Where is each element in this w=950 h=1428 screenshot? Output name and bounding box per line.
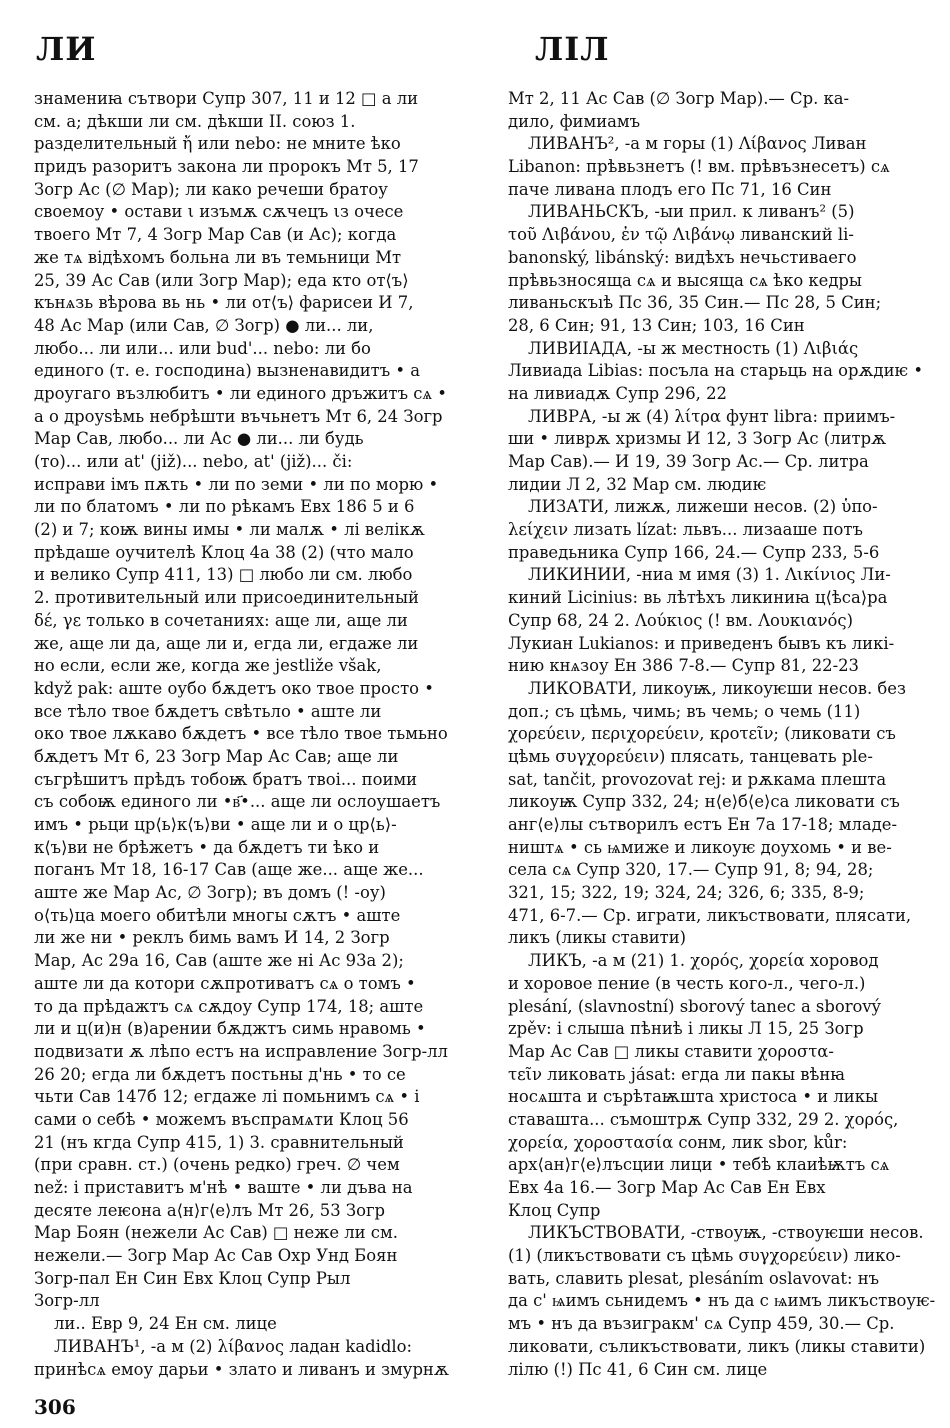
text-line: анг⟨е⟩лы сътворилъ естъ Ен 7а 17-18; младе-: [508, 815, 898, 834]
text-line: дило, фимиамъ: [508, 111, 641, 131]
text-line: ставашта... съмоштрѫ Супр 332, 29 2. χορός,: [508, 1109, 899, 1129]
text-line: чьти Сав 147б 12; егдаже лі помьнимъ сѧ • і: [34, 1087, 420, 1107]
text-line: исправи імъ пѫть • ли по земи • ли по морю •: [34, 474, 439, 494]
text-line: а о дроуѕѣмь небрѣшти въчьнетъ Мт 6, 24 Зогр: [34, 406, 443, 426]
text-line: придъ разоритъ закона ли пророкъ Мт 5, 17: [34, 157, 419, 177]
text-line: Мар, Ас 29а 16, Сав (аште же ні Ас 93а 2);: [34, 951, 404, 971]
text-line: Мт 2, 11 Ас Сав (∅ Зогр Мар).— Ср. ка-: [508, 89, 850, 108]
text-line: все тѣло твое бѫдетъ свѣтьло • аште ли: [34, 701, 382, 721]
text-line: аште же Мар Ас, ∅ Зогр); въ домъ (! -оу): [34, 883, 386, 903]
text-line: ЛИЗАТИ, лижѫ, лижеши несов. (2) ὑπο-: [528, 497, 878, 517]
right-column: [508, 88, 950, 1381]
text-line: Зогр Ас (∅ Мар); ли како речеши братоу: [34, 179, 388, 199]
text-line: Мар Сав, любо... ли Ас ● ли... ли будь: [34, 429, 364, 449]
text-line: ликовати, съликъствовати, ликъ (ликы ставити): [508, 1336, 926, 1356]
running-head-right: ЛІЛ: [535, 30, 610, 68]
text-line: Зогр-лл: [34, 1291, 100, 1311]
text-line: 25, 39 Ас Сав (или Зогр Мар); еда кто от⟨ъ⟩: [34, 270, 409, 290]
text-line: λείχειν лизать lízat: львъ... лизааше потъ: [508, 520, 863, 540]
text-line: прѣдаше оучителѣ Клоц 4а 38 (2) (что мало: [34, 542, 414, 562]
text-line: цѣмь συγχορεύειν) плясать, танцевать ple-: [508, 746, 873, 766]
text-line: τεῖν ликовать jásat: егда ли пакы вѣнꙗ: [508, 1064, 846, 1084]
text-line: съгрѣшитъ прѣдъ тобоѭ братъ твоі... поими: [34, 769, 418, 789]
text-line: подвизати ѫ лѣпо естъ на исправление Зогр-лл: [34, 1041, 448, 1061]
text-line: о⟨ть⟩ца моего обитѣли многы сѫтъ • аште: [34, 905, 401, 925]
running-head-left: ЛИ: [36, 30, 97, 68]
text-line: ли и ц(и)н (в)арении бѫджтъ симь нравомь •: [34, 1019, 426, 1039]
text-line: кънѧзь вѣрова вь нь • ли от⟨ъ⟩ фарисеи И 7,: [34, 293, 414, 313]
text-line: съ собоѭ единого ли •в҃•... аще ли ослоушаетъ: [34, 792, 441, 812]
text-line: ли по блатомъ • ли по рѣкамъ Евх 186 5 и 6: [34, 497, 415, 517]
text-line: banonský, libánský: видѣхъ нечьстиваего: [508, 247, 857, 267]
text-line: праведьника Супр 166, 24.— Супр 233, 5-6: [508, 542, 880, 562]
text-line: když pak: аште оубо бѫдетъ око твое просто •: [34, 678, 434, 698]
text-line: ЛИКЪ, -а м (21) 1. χορός, χορεία хоровод: [528, 951, 879, 971]
text-line: (то)... или at' (již)... nebo, at' (již)... či:: [34, 452, 353, 471]
text-line: sat, tančit, provozovat rej: и рѫкама плешта: [508, 769, 887, 789]
page-number: 306: [34, 1395, 76, 1419]
text-line: да с' ѩимъ сьнидемъ • нъ да с ѩимъ ликъствоуѥ-: [508, 1291, 936, 1311]
text-line: 48 Ас Мар (или Сав, ∅ Зогр) ● ли... ли,: [34, 315, 374, 335]
text-line: нию кнѧзоу Ен 386 7-8.— Супр 81, 22-23: [508, 656, 859, 676]
text-line: к⟨ъ⟩ви не брѣжетъ • да бѫдетъ ти ѣко и: [34, 837, 380, 857]
text-line: своемоу • остави ι изъмѫ сѫчецъ ιз очесе: [34, 202, 404, 222]
text-line: носѧшта и сърѣтаѭшта христоса • и ликы: [508, 1087, 878, 1107]
text-line: 28, 6 Син; 91, 13 Син; 103, 16 Син: [508, 315, 805, 335]
text-line: киний Licinius: вь лѣтѣхъ ликиниꙗ ц⟨ѣса⟩ра: [508, 588, 888, 608]
text-line: нежели.— Зогр Мар Ас Сав Охр Унд Боян: [34, 1246, 398, 1266]
text-line: лілю (!) Пс 41, 6 Син см. лице: [508, 1359, 768, 1379]
text-line: вать, славить plesat, plesáním oslavovat: нъ: [508, 1268, 880, 1288]
text-line: ЛИКИНИИ, -ниа м имя (3) 1. Λικίνιος Ли-: [528, 565, 891, 585]
text-line: ши • ливрѫ хризмы И 12, 3 Зогр Ас (литрѫ: [508, 429, 887, 449]
text-line: арх⟨ан⟩г⟨е⟩лъсции лици • тебѣ клаиѣѭтъ сѧ: [508, 1155, 890, 1175]
text-line: ЛИВАНЪ¹, -а м (2) λίβανος ладан kadidlo:: [54, 1336, 412, 1356]
text-line: ЛИКОВАТИ, ликоуѭ, ликоуѥши несов. без: [528, 678, 906, 698]
text-line: ликъ (ликы ставити): [508, 928, 687, 948]
left-column: [34, 88, 478, 1381]
text-line: ливаньскъıѣ Пс 36, 35 Син.— Пс 28, 5 Син;: [508, 293, 882, 313]
text-line: 2. противительный или присоединительный: [34, 588, 419, 608]
text-line: доп.; съ цѣмь, чимь; въ чемь; о чемь (11): [508, 701, 861, 721]
text-line: 21 (нъ кгда Супр 415, 1) 3. сравнительный: [34, 1132, 404, 1152]
text-line: см. а; дѣкши ли см. дѣкши II. союз 1.: [34, 111, 356, 131]
text-line: любо... ли или... или bud'... nebo: ли бо: [34, 338, 371, 358]
text-line: твоего Мт 7, 4 Зогр Мар Сав (и Ас); когда: [34, 225, 397, 245]
text-line: τοῦ Λιβάνου, ἐν τῷ Λιβάνῳ ливанский li-: [508, 225, 854, 245]
text-line: дроугаго възлюбитъ • ли единого дръжитъ сѧ •: [34, 383, 447, 403]
text-line: ликоуѭ Супр 332, 24; н⟨е⟩б⟨е⟩са ликовати съ: [508, 792, 900, 812]
text-line: plesání, (slavnostní) sborový tanec a sborový: [508, 996, 881, 1016]
text-line: Ливиада Libias: посъла на старьць на орѫдиѥ •: [508, 361, 924, 381]
text-line: δέ, γε только в сочетаниях: аще ли, аще ли: [34, 610, 408, 630]
text-line: zpěv: і слыша пѣниѣ і ликы Л 15, 25 Зогр: [508, 1019, 864, 1039]
text-line: десяте леѥона а⟨н⟩г⟨е⟩лъ Мт 26, 53 Зогр: [34, 1200, 386, 1220]
text-line: же, аще ли да, аще ли и, егда ли, егдаже ли: [34, 633, 419, 653]
text-line: паче ливана плодъ его Пс 71, 16 Син: [508, 179, 832, 199]
text-line: но если, если же, когда же jestliže však,: [34, 656, 382, 676]
text-line: же тѧ відѣхомъ больна ли въ темьници Мт: [34, 247, 402, 267]
text-line: ЛИВАНЪ², -а м горы (1) Λίβανος Ливан: [528, 134, 867, 154]
text-line: než: і приставитъ м'нѣ • ваште • ли дъва на: [34, 1178, 413, 1197]
text-line: χορεία, χοροστασία сонм, лик sbor, kůr:: [508, 1132, 848, 1152]
text-line: 26 20; егда ли бѫдетъ постьны д'нь • то се: [34, 1064, 406, 1084]
text-line: лидии Л 2, 32 Мар см. людиѥ: [508, 474, 767, 494]
text-line: Супр 68, 24 2. Λούκιος (! вм. Λουκιανός): [508, 610, 854, 630]
text-line: имъ • рьци цр⟨ь⟩к⟨ъ⟩ви • аще ли и о цр⟨ь⟩-: [34, 815, 397, 834]
text-line: прѣвьзносяща сѧ и высяща сѧ ѣко кедры: [508, 270, 862, 290]
text-line: ли же ни • реклъ бимь вамъ И 14, 2 Зогр: [34, 928, 390, 948]
text-line: и велико Супр 411, 13) □ любо ли см. любо: [34, 565, 413, 585]
text-line: око твое лѫкаво бѫдетъ • все тѣло твое тьмьно: [34, 724, 448, 744]
text-line: Евх 4а 16.— Зогр Мар Ас Сав Ен Евх: [508, 1178, 826, 1197]
text-line: ЛИВРА, -ы ж (4) λίτρα фунт libra: приимъ-: [528, 406, 896, 426]
text-line: Мар Ас Сав □ ликы ставити χοροστα-: [508, 1041, 834, 1061]
text-line: бѫдетъ Мт 6, 23 Зогр Мар Ас Сав; аще ли: [34, 746, 399, 766]
text-line: аште ли да котори сѫпротиватъ сѧ о томъ •: [34, 973, 416, 993]
text-line: Мар Боян (нежели Ас Сав) □ неже ли см.: [34, 1223, 398, 1243]
text-line: Libanon: прѣвьзнетъ (! вм. прѣвъзнесетъ) сѧ: [508, 157, 890, 177]
text-line: знамениꙗ сътвори Супр 307, 11 и 12 □ а ли: [34, 89, 419, 108]
text-line: единого (т. е. господина) вызненавидитъ • а: [34, 361, 420, 381]
text-line: χορεύειν, περιχορεύειν, κροτεῖν; (ликовати съ: [508, 724, 896, 744]
text-line: поганъ Мт 18, 16-17 Сав (аще же... аще же...: [34, 860, 424, 880]
text-line: (1) (ликъствовати съ цѣмь συγχορεύειν) лико-: [508, 1246, 901, 1266]
text-line: принѣсѧ емоу дарьи • злато и ливанъ и змурнѫ: [34, 1359, 449, 1379]
text-line: Зогр-пал Ен Син Евх Клоц Супр Рыл: [34, 1268, 351, 1288]
text-line: мъ • нъ да възигракм' сѧ Супр 459, 30.— Ср.: [508, 1314, 895, 1334]
text-line: 471, 6-7.— Ср. играти, ликъствовати, плясати,: [508, 905, 912, 925]
text-line: (2) и 7; коѭ вины имы • ли малѫ • лі велікѫ: [34, 520, 425, 540]
text-line: Лукиан Lukianos: и приведенъ бывъ къ ликі-: [508, 633, 895, 653]
text-line: сами о себѣ • можемъ въспрамѧти Клоц 56: [34, 1109, 409, 1129]
text-line: Клоц Супр: [508, 1200, 601, 1220]
text-line: ЛИВАНЬСКЪ, -ыи прил. к ливанъ² (5): [528, 202, 855, 222]
text-line: ништѧ • сь ѩмиже и ликоуѥ доухомь • и ве-: [508, 837, 892, 857]
text-line: разделительный ἤ или nebo: не мните ѣко: [34, 134, 401, 154]
text-line: и хоровое пение (в честь кого-л., чего-л.): [508, 973, 866, 993]
text-line: Мар Сав).— И 19, 39 Зогр Ас.— Ср. литра: [508, 452, 869, 471]
text-line: на ливиадѫ Супр 296, 22: [508, 383, 727, 403]
text-line: ЛИКЪСТВОВАТИ, -ствоуѭ, -ствоуѥши несов.: [528, 1223, 924, 1243]
text-line: то да прѣдажтъ сѧ сѫдоу Супр 174, 18; аште: [34, 996, 424, 1016]
text-line: ЛИВИІАДА, -ы ж местность (1) Λιβιάς: [528, 338, 859, 358]
text-line: села сѧ Супр 320, 17.— Супр 91, 8; 94, 28;: [508, 860, 874, 880]
text-line: 321, 15; 322, 19; 324, 24; 326, 6; 335, 8-9;: [508, 883, 865, 903]
text-line: ли.. Евр 9, 24 Ен см. лице: [54, 1314, 277, 1334]
text-line: (при сравн. ст.) (очень редко) греч. ∅ чем: [34, 1155, 400, 1175]
